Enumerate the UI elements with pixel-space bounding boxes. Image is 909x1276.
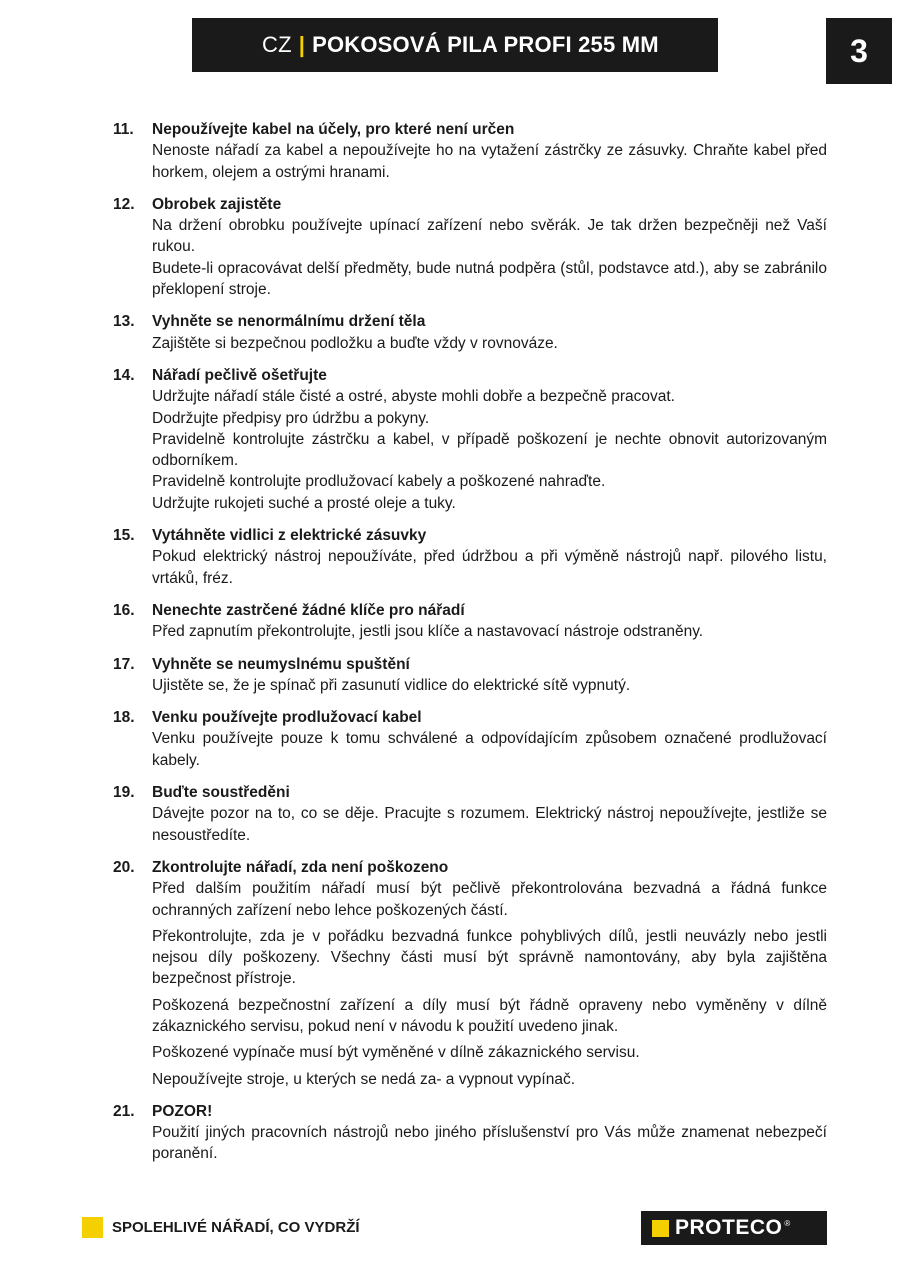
item-paragraph: Na držení obrobku používejte upínací zařízení nebo svěrák. Je tak držen bezpečněji než Vaší rukou.: [152, 217, 827, 256]
item-paragraph: Použití jiných pracovních nástrojů nebo jiného příslušenství pro Vás může znamenat nebezpečí poranění.: [152, 1124, 827, 1163]
list-item: [113, 654, 827, 697]
item-number: 18.: [113, 709, 135, 727]
logo-square-icon: [652, 1220, 669, 1237]
item-paragraph: Venku používejte pouze k tomu schválené a odpovídajícím způsobem označené prodlužovací kabely.: [152, 730, 827, 769]
document-header: [192, 18, 718, 72]
item-paragraph: Pravidelně kontrolujte prodlužovací kabely a poškozené nahraďte.: [152, 473, 606, 491]
item-body: [152, 600, 827, 643]
item-number: 13.: [113, 313, 135, 331]
language-code: CZ: [262, 32, 292, 57]
item-title: Vyhněte se nenormálnímu držení těla: [152, 313, 426, 331]
item-body: [152, 707, 827, 771]
logo-text: PROTECO: [675, 1216, 783, 1239]
item-title: Zkontrolujte nářadí, zda není poškozeno: [152, 858, 449, 876]
item-paragraph: Pravidelně kontrolujte zástrčku a kabel, v případě poškození je nechte obnovit autorizovaným odborníkem.: [152, 430, 827, 470]
footer-tagline: SPOLEHLIVÉ NÁŘADÍ, CO VYDRŽÍ: [112, 1219, 360, 1236]
list-item: [113, 311, 827, 354]
registered-mark: ®: [784, 1219, 791, 1228]
item-number: 17.: [113, 655, 135, 673]
list-item: [113, 525, 827, 589]
item-body: [152, 654, 827, 697]
item-paragraph: Dodržujte předpisy pro údržbu a pokyny.: [152, 409, 430, 427]
list-item: [113, 365, 827, 514]
item-body: [152, 119, 827, 183]
item-paragraph: Pokud elektrický nástroj nepoužíváte, před údržbou a při výměně nástrojů např. pilového listu, vrtáků, fréz.: [152, 548, 827, 587]
item-paragraph: Před dalším použitím nářadí musí být pečlivě překontrolována bezvadná a řádná funkce ochranných zařízení nebo lehce poškozených částí.: [152, 880, 827, 919]
item-paragraph: Ujistěte se, že je spínač při zasunutí vidlice do elektrické sítě vypnutý.: [152, 676, 631, 694]
item-paragraph: Nenoste nářadí za kabel a nepoužívejte ho na vytažení zástrčky ze zásuvky. Chraňte kabel před horkem, olejem a ostrými hranami.: [152, 142, 827, 181]
item-number: 16.: [113, 601, 135, 619]
item-paragraph: Nepoužívejte stroje, u kterých se nedá za- a vypnout vypínač.: [152, 1070, 576, 1088]
item-title: Nenechte zastrčené žádné klíče pro nářadí: [152, 601, 465, 619]
item-paragraph: Dávejte pozor na to, co se děje. Pracujte s rozumem. Elektrický nástroj nepoužívejte, jestliže se nesoustředíte.: [152, 805, 827, 844]
list-item: [113, 782, 827, 846]
list-item: [113, 119, 827, 183]
item-number: 12.: [113, 195, 135, 213]
item-number: 21.: [113, 1102, 135, 1120]
item-paragraph: Budete-li opracovávat delší předměty, bude nutná podpěra (stůl, podstavce atd.), aby se zabránilo překlopení stroje.: [152, 259, 827, 299]
proteco-logo: [641, 1211, 827, 1245]
item-body: [152, 782, 827, 846]
item-paragraph: Před zapnutím překontrolujte, jestli jsou klíče a nastavovací nástroje odstraněny.: [152, 623, 704, 641]
item-body: [152, 365, 827, 514]
item-body: [152, 857, 827, 1090]
footer-accent-square-icon: [82, 1217, 103, 1238]
item-title: Vytáhněte vidlici z elektrické zásuvky: [152, 527, 427, 545]
item-number: 14.: [113, 366, 135, 384]
list-item: [113, 857, 827, 1090]
header-separator: |: [298, 32, 306, 57]
item-title: Buďte soustředěni: [152, 784, 290, 802]
list-item: [113, 600, 827, 643]
item-paragraph: Překontrolujte, zda je v pořádku bezvadná funkce pohyblivých dílů, jestli neuvázly nebo jestli nejsou díly poškozeny. Všechny části musí být správně namontovány, aby byla zajištěna bezpečnost přístroje.: [152, 927, 827, 988]
item-title: Obrobek zajistěte: [152, 195, 282, 213]
item-body: [152, 194, 827, 300]
item-paragraph: Poškozené vypínače musí být vyměněné v dílně zákaznického servisu.: [152, 1044, 640, 1062]
item-title: POZOR!: [152, 1102, 213, 1120]
item-number: 11.: [113, 121, 134, 138]
document-title: POKOSOVÁ PILA PROFI 255 MM: [312, 32, 659, 57]
item-body: [152, 311, 827, 354]
item-paragraph: Udržujte nářadí stále čisté a ostré, abyste mohli dobře a bezpečně pracovat.: [152, 388, 675, 406]
page-number: 3: [826, 18, 892, 84]
list-item: [113, 194, 827, 300]
item-number: 15.: [113, 527, 135, 545]
item-title: Nepoužívejte kabel na účely, pro které není určen: [152, 121, 515, 138]
item-title: Venku používejte prodlužovací kabel: [152, 709, 422, 727]
list-item: [113, 1101, 827, 1165]
list-item: [113, 707, 827, 771]
item-body: [152, 1101, 827, 1165]
item-title: Nářadí pečlivě ošetřujte: [152, 366, 327, 384]
item-paragraph: Udržujte rukojeti suché a prosté oleje a tuky.: [152, 494, 456, 512]
item-number: 19.: [113, 784, 135, 802]
item-paragraph: Poškozená bezpečnostní zařízení a díly musí být řádně opraveny nebo vyměněny v dílně zákaznického servisu, pokud není v návodu k použití uvedeno jinak.: [152, 996, 827, 1035]
item-title: Vyhněte se neumyslnému spuštění: [152, 655, 410, 673]
instruction-list: [113, 119, 827, 1176]
item-body: [152, 525, 827, 589]
item-number: 20.: [113, 858, 135, 876]
item-paragraph: Zajištěte si bezpečnou podložku a buďte vždy v rovnováze.: [152, 334, 558, 352]
